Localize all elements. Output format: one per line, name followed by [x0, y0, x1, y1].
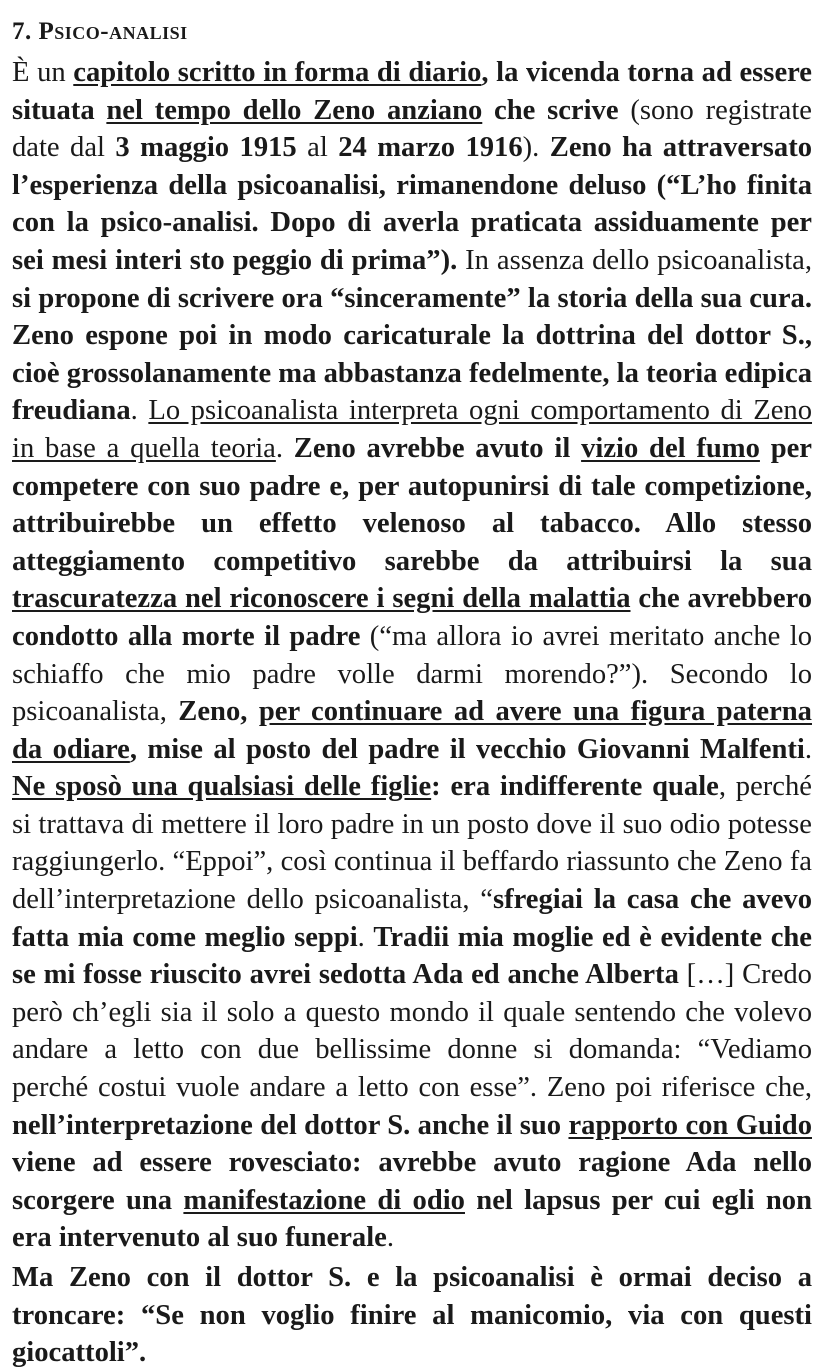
- paragraph1-run: che avrebbero condotto alla morte il padre: [12, 583, 812, 652]
- paragraph1-run: , perché si trattava di mettere il loro padre in un posto dove il suo odio potesse raggiungerlo. “Eppoi”, così continua il beffardo riassunto che Zeno fa dell’interpretazione dello psicoanalista, “: [12, 771, 812, 916]
- paragraph1-run: (sono registrate date dal: [12, 94, 812, 164]
- paragraph-conclusion: [12, 1259, 812, 1372]
- paragraph1-run: Zeno ha attraversato l’esperienza della psicoanalisi, rimanendone deluso (“L’ho finita con la psico-analisi. Dopo di averla praticata assiduamente per sei mesi interi sto peggio di prima”).: [12, 132, 813, 276]
- paragraph1-run: .: [357, 921, 374, 953]
- paragraph1-run: […] Credo però ch’egli sia il solo a questo mondo il quale sentendo che volevo andare a letto con due bellissime donne si domanda: “Vediamo perché costui vuole andare a letto con esse”. Zeno poi riferisce che,: [12, 959, 812, 1104]
- section-title: Psico-analisi: [38, 18, 188, 45]
- paragraph2-run: Ma Zeno con il dottor S. e la psicoanalisi è ormai deciso a troncare: “Se non voglio finire al manicomio, via con questi giocattoli”.: [12, 1262, 812, 1369]
- paragraph1-run: che scrive: [482, 94, 631, 126]
- paragraph1-run: rapporto con Guido: [568, 1109, 812, 1141]
- paragraph1-run: nel tempo dello Zeno anziano: [106, 94, 483, 126]
- section-heading: [12, 14, 812, 50]
- paragraph1-run: , mise al posto del padre il vecchio Giovanni Malfenti: [129, 733, 805, 765]
- section-number: 7.: [12, 18, 32, 45]
- paragraph1-run: nell’interpretazione del dottor S. anche il suo: [12, 1109, 569, 1141]
- paragraph1-run: manifestazione di odio: [183, 1184, 465, 1216]
- paragraph1-run: .: [804, 733, 812, 765]
- paragraph1-run: 3 maggio 1915: [115, 132, 297, 164]
- paragraph1-run: vizio del fumo: [581, 432, 760, 464]
- document-page: [12, 14, 812, 1372]
- paragraph1-run: sfregiai la casa che avevo fatta mia come meglio seppi: [12, 884, 812, 953]
- paragraph1-run: nel lapsus per cui egli non era intervenuto al suo funerale: [12, 1184, 813, 1254]
- paragraph1-run: al: [296, 132, 339, 164]
- paragraph1-run: Tradii mia moglie ed è evidente che se mi fosse riuscito avrei sedotta Ada ed anche Alberta: [12, 921, 812, 991]
- paragraph-main: [12, 54, 812, 1257]
- paragraph1-run: .: [386, 1222, 395, 1254]
- paragraph1-run: viene ad essere rovesciato: avrebbe avuto ragione Ada nello scorgere una: [12, 1147, 812, 1216]
- paragraph1-run: capitolo scritto in forma di diario: [73, 57, 482, 88]
- paragraph1-run: Zeno,: [178, 696, 259, 728]
- paragraph1-run: È un: [12, 57, 74, 88]
- paragraph1-run: .: [130, 395, 149, 427]
- paragraph1-run: 24 marzo 1916: [338, 132, 523, 164]
- paragraph1-run: : era indifferente quale: [431, 771, 719, 803]
- paragraph1-run: In assenza dello psicoanalista,: [457, 244, 812, 276]
- paragraph1-run: Ne sposò una qualsiasi delle figlie: [12, 771, 432, 803]
- paragraph1-run: si propone di scrivere ora “sinceramente” la storia della sua cura. Zeno espone poi in modo caricaturale la dottrina del dottor S., cioè grossolanamente ma abbastanza fedelmente, la teoria edipica freudiana: [12, 282, 812, 427]
- paragraph1-run: per competere con suo padre e, per autopunirsi di tale competizione, attribuirebbe un effetto velenoso al tabacco. Allo stesso atteggiamento competitivo sarebbe da attribuirsi la sua: [12, 432, 812, 577]
- paragraph1-run: (“ma allora io avrei meritato anche lo schiaffo che mio padre volle darmi morendo?”). Secondo lo psicoanalista,: [12, 620, 812, 728]
- paragraph1-run: Zeno avrebbe avuto il: [293, 432, 582, 464]
- paragraph1-run: Lo psicoanalista interpreta ogni comportamento di Zeno in base a quella teoria: [12, 395, 813, 464]
- paragraph1-run: .: [275, 432, 294, 464]
- paragraph1-run: trascuratezza nel riconoscere i segni della malattia: [12, 583, 631, 615]
- paragraph1-run: per continuare ad avere una figura paterna da odiare: [12, 696, 812, 765]
- paragraph1-run: , la vicenda torna ad essere situata: [12, 57, 812, 126]
- paragraph1-run: ).: [522, 132, 550, 164]
